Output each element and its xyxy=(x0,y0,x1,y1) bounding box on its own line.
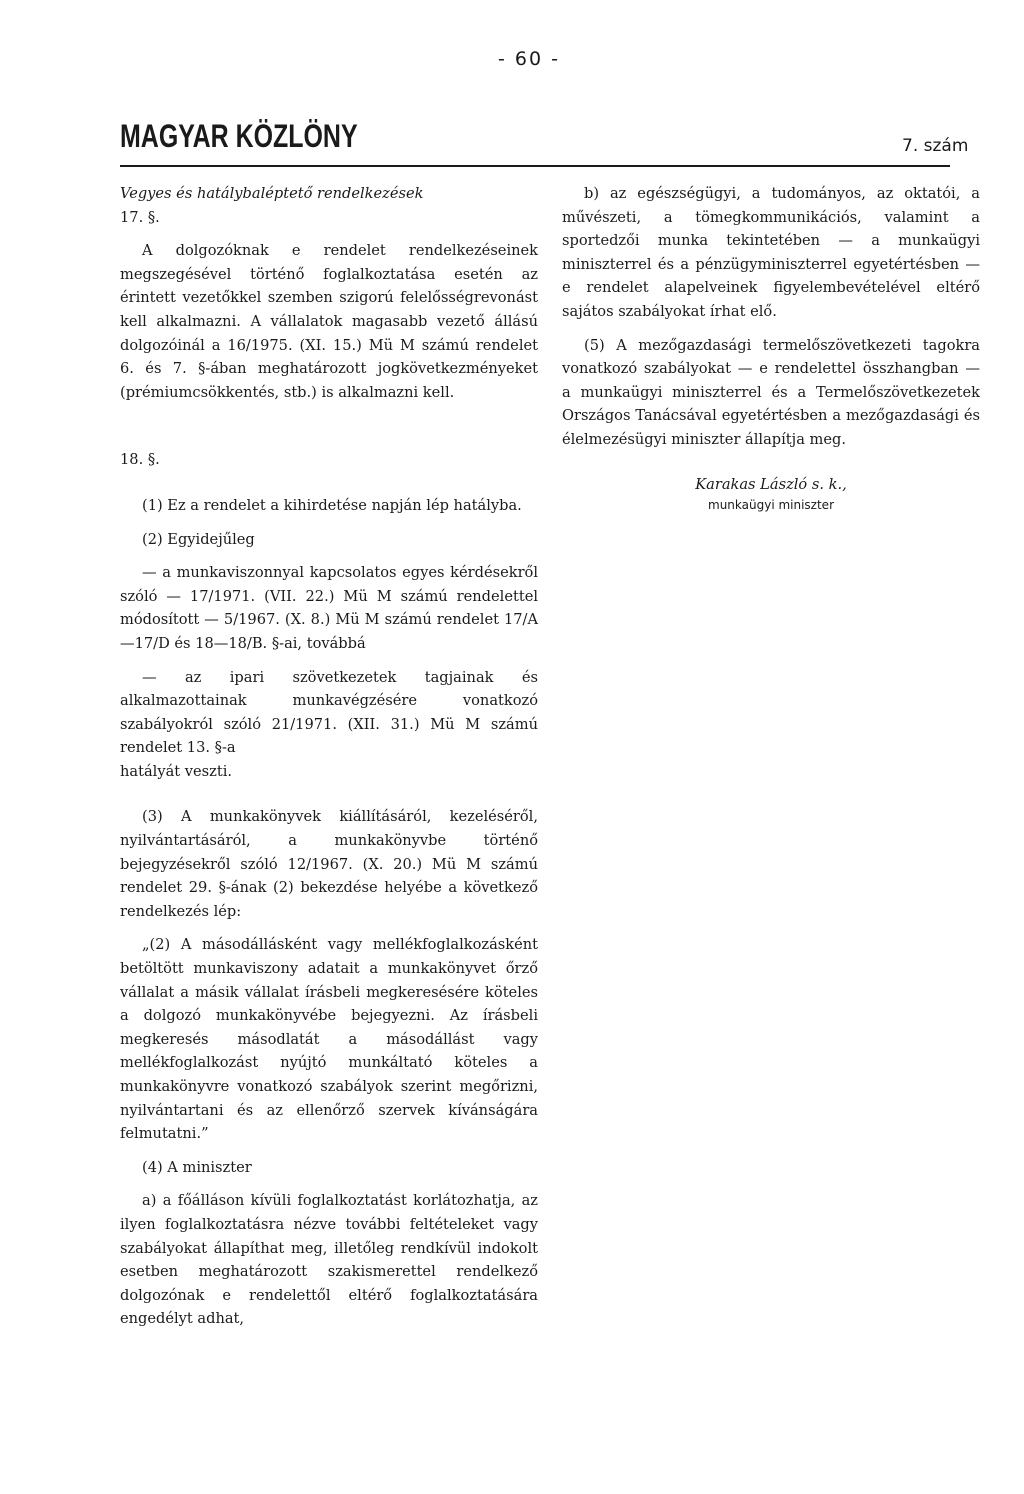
issue-number: 7. szám xyxy=(902,136,969,156)
paragraph-18-heading: 18. §. xyxy=(120,451,160,469)
signature-title: munkaügyi miniszter xyxy=(708,497,834,512)
journal-title: MAGYAR KÖZLÖNY xyxy=(120,118,358,154)
right-column xyxy=(562,182,980,514)
signature-block xyxy=(562,474,980,514)
paragraph-17-text: A dolgozóknak e rendelet rendelkezéseinek megszegésével történő foglalkoztatása esetén az érintett vezetőkkel szemben szigorú felelősségrevonást kell alkalmazni. A vállalatok magasabb vezető állású dolgozóinál a 16/1975. (XI. 15.) Mü M számú rendelet 6. és 7. §-ában meghatározott jogkövetkezményeket (prémiumcsökkentés, stb.) is alkalmazni kell. xyxy=(120,242,538,401)
paragraph-18-2-outro: hatályát veszti. xyxy=(120,762,233,780)
paragraph-18-4-a: a) a főálláson kívüli foglalkoztatást korlátozhatja, az ilyen foglalkoztatásra nézve további feltételeket vagy szabályokat állapíthat meg, illetőleg rendkívül indokolt esetben meghatározott szakismerettel rendelkező dolgozónak e rendelettől eltérő foglalkoztatására engedélyt adhat, xyxy=(120,1192,538,1328)
paragraph-17-heading: 17. §. xyxy=(120,208,160,226)
paragraph-18-4-intro: (4) A miniszter xyxy=(142,1158,252,1176)
signature-name: Karakas László s. k., xyxy=(695,475,847,493)
paragraph-18-2-item-2: — az ipari szövetkezetek tagjainak és alkalmazottainak munkavégzésére vonatkozó szabályokról szóló 21/1971. (XII. 31.) Mü M számú rendelet 13. §-a xyxy=(120,668,538,757)
paragraph-18-2-intro: (2) Egyidejűleg xyxy=(142,530,255,548)
paragraph-18-1: (1) Ez a rendelet a kihirdetése napján lép hatályba. xyxy=(142,496,522,514)
header-rule xyxy=(120,165,950,167)
paragraph-18-3-quote: „(2) A másodállásként vagy mellékfoglalkozásként betöltött munkaviszony adatait a munkakönyvet őrző vállalat a másik vállalat írásbeli megkeresésére köteles a dolgozó munkakönyvébe bejegyezni. Az írásbeli megkeresés másodlatát a másodállást vagy mellékfoglalkozást nyújtó munkáltató köteles a munkakönyvre vonatkozó szabályok szerint megőrizni, nyilvántartani és az ellenőrző szervek kívánságára felmutatni.” xyxy=(120,936,538,1143)
paragraph-18-2-item-1: — a munkaviszonnyal kapcsolatos egyes kérdésekről szóló — 17/1971. (VII. 22.) Mü M számú rendelettel módosított — 5/1967. (X. 8.) Mü M számú rendelet 17/A—17/D és 18—18/B. §-ai, továbbá xyxy=(120,564,538,652)
left-column xyxy=(120,182,538,1331)
paragraph-18-4-b: b) az egészségügyi, a tudományos, az oktatói, a művészeti, a tömegkommunikációs, valamint a sportedzői munka tekintetében — a munkaügyi miniszterrel és a pénzügyminiszterrel egyetértésben — e rendelet alapelveinek figyelembevételével eltérő sajátos szabályokat írhat elő. xyxy=(562,185,980,320)
paragraph-18-5: (5) A mezőgazdasági termelőszövetkezeti tagokra vonatkozó szabályokat — e rendelettel összhangban — a munkaügyi miniszterrel és a Termelőszövetkezetek Országos Tanácsával egyetértésben a mezőgazdasági és élelmezésügyi miniszter állapítja meg. xyxy=(562,336,980,448)
page-number: - 60 - xyxy=(498,48,560,70)
section-title: Vegyes és hatálybaléptető rendelkezések xyxy=(120,185,424,202)
paragraph-18-3: (3) A munkakönyvek kiállításáról, kezeléséről, nyilvántartásáról, a munkakönyvbe történő bejegyzésekről szóló 12/1967. (X. 20.) Mü M számú rendelet 29. §-ának (2) bekezdése helyébe a következő rendelkezés lép: xyxy=(120,808,538,920)
